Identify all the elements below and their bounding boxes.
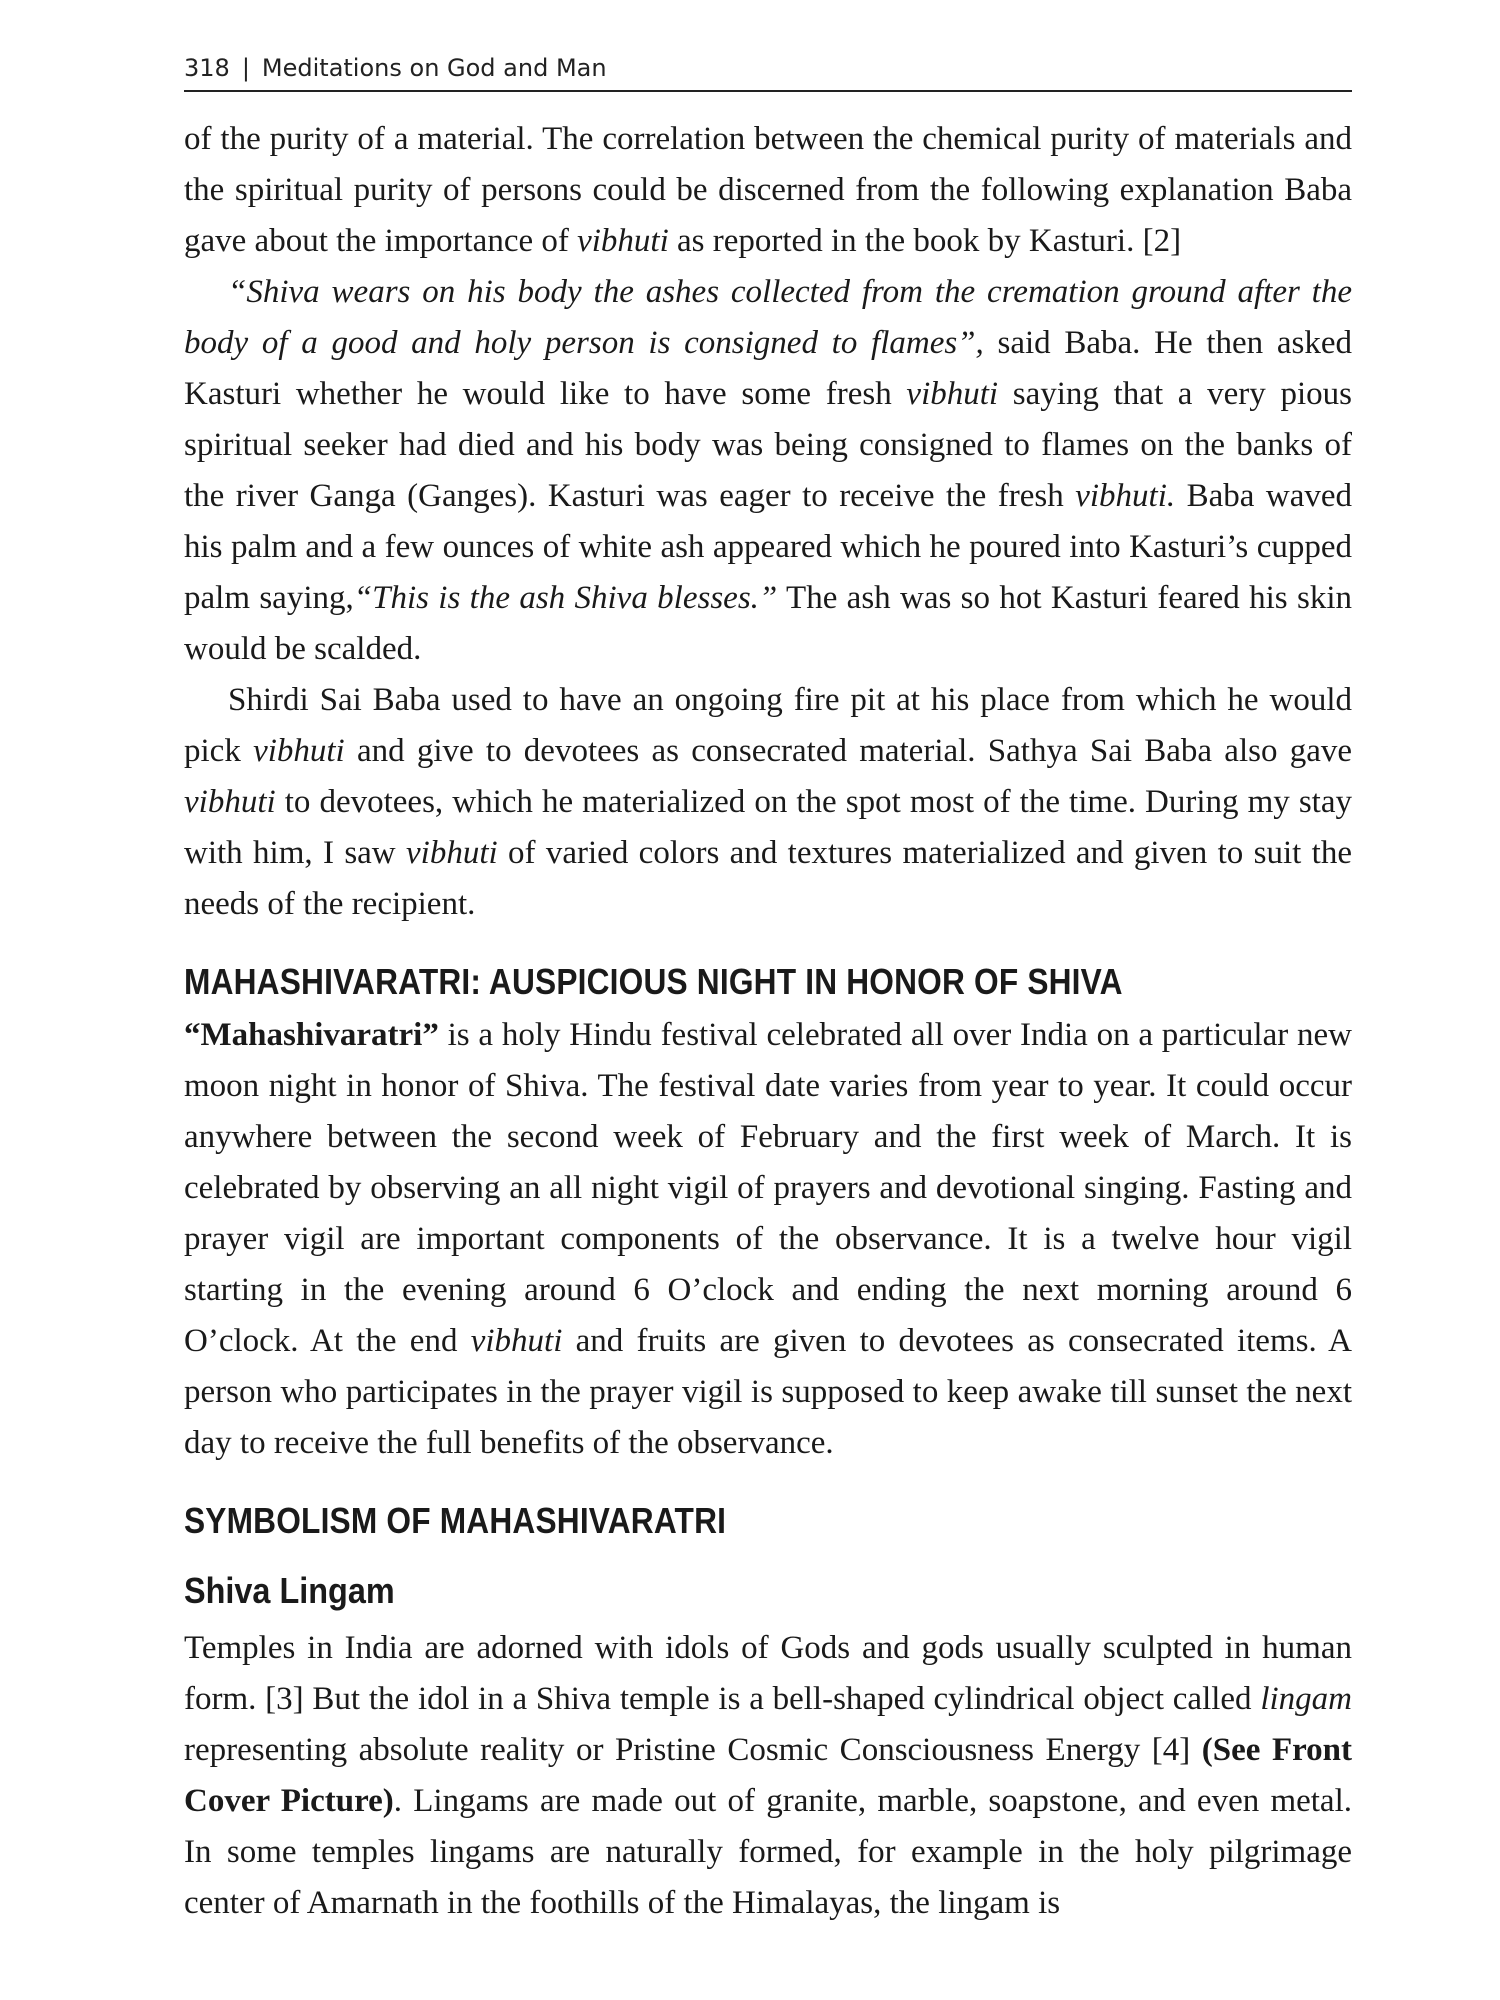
italic-term: vibhuti — [253, 733, 345, 769]
text-run: Shirdi Sai Baba used to have an ongoing fire pit at his place from which he would pick — [184, 682, 1352, 769]
italic-term: vibhuti. — [1075, 478, 1176, 514]
bold-term: “Mahashivaratri” — [184, 1017, 439, 1053]
text-run: . Lingams are made out of granite, marble, soapstone, and even metal. In some temples lingams are naturally formed, for example in the holy pilgrimage center of Amarnath in the foothills of the Himalayas, the lingam is — [184, 1783, 1352, 1921]
paragraph-shirdi-sai — [184, 675, 1352, 930]
text-run: The ash was so hot Kasturi feared his skin would be scalded. — [184, 580, 1353, 667]
paragraph-shiva-ashes — [184, 267, 1352, 675]
italic-term: lingam — [1260, 1681, 1352, 1717]
paragraph-shiva-lingam — [184, 1623, 1352, 1929]
text-run: and fruits are given to devotees as consecrated items. A person who participates in the prayer vigil is supposed to keep awake till sunset the next day to receive the full benefits of the observance. — [184, 1323, 1352, 1461]
section-heading-symbolism: SYMBOLISM OF MAHASHIVARATRI — [184, 1500, 727, 1541]
bold-term: (See Front Cover Picture) — [184, 1732, 1352, 1819]
italic-term: vibhuti — [184, 784, 276, 820]
paragraph-mahashivaratri — [184, 1010, 1352, 1469]
italic-term: vibhuti — [906, 376, 999, 412]
italic-quote: “This is the ash Shiva blesses.” — [353, 580, 778, 616]
page-number: 318 — [184, 54, 230, 82]
text-run: is a holy Hindu festival celebrated all over India on a particular new moon night in honor of Shiva. The festival date varies from year to year. It could occur anywhere between the second week of February and the first week of March. It is celebrated by observing an all night vigil of prayers and devotional singing. Fasting and prayer vigil are important components of the observance. It is a twelve hour vigil starting in the evening around 6 O’clock and ending the next morning around 6 O’clock. At the end — [184, 1017, 1352, 1359]
page-body — [184, 114, 1352, 1929]
subsection-heading-shiva-lingam: Shiva Lingam — [184, 1570, 395, 1611]
text-run: of the purity of a material. The correlation between the chemical purity of materials and the spiritual purity of persons could be discerned from the following explanation Baba gave about the importance of — [184, 121, 1352, 259]
paragraph-continued — [184, 114, 1352, 267]
text-run: said Baba. He then asked Kasturi whether he would like to have some fresh — [184, 325, 1352, 412]
section-heading-mahashivaratri: MAHASHIVARATRI: AUSPICIOUS NIGHT IN HONOR OF SHIVA — [184, 961, 1123, 1002]
italic-term: vibhuti — [577, 223, 669, 259]
text-run: and give to devotees as consecrated material. Sathya Sai Baba also gave — [344, 733, 1352, 769]
text-run: of varied colors and textures materialized and given to suit the needs of the recipient. — [184, 835, 1352, 922]
header-separator: | — [241, 54, 250, 82]
book-title: Meditations on God and Man — [261, 54, 607, 82]
italic-term: vibhuti — [406, 835, 498, 871]
text-run: saying that a very pious spiritual seeker had died and his body was being consigned to flames on the banks of the river Ganga (Ganges). Kasturi was eager to receive the fresh — [184, 376, 1352, 514]
italic-term: vibhuti — [470, 1323, 563, 1359]
text-run: representing absolute reality or Pristine Cosmic Consciousness Energy [4] — [184, 1732, 1202, 1768]
text-run: Baba waved his palm and a few ounces of white ash appeared which he poured into Kasturi’s cupped palm saying, — [184, 478, 1352, 616]
text-run: as reported in the book by Kasturi. [2] — [668, 223, 1182, 259]
text-run: Temples in India are adorned with idols of Gods and gods usually sculpted in human form. [3] But the idol in a Shiva temple is a bell-shaped cylindrical object called — [184, 1630, 1352, 1717]
text-run: to devotees, which he materialized on the spot most of the time. During my stay with him, I saw — [184, 784, 1352, 871]
running-header — [184, 52, 1352, 92]
italic-quote: “Shiva wears on his body the ashes collected from the cremation ground after the body of a good and holy person is consigned to flames”, — [184, 274, 1352, 361]
